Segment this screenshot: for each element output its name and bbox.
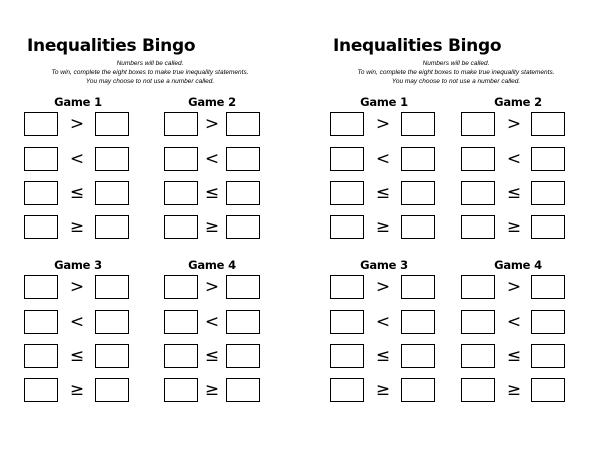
answer-box[interactable] bbox=[226, 310, 260, 334]
answer-box[interactable] bbox=[95, 147, 129, 171]
inequality-symbol: ≥ bbox=[375, 380, 391, 400]
answer-box[interactable] bbox=[531, 378, 565, 402]
game-4-label: Game 4 bbox=[494, 258, 542, 272]
answer-box[interactable] bbox=[226, 112, 260, 136]
inequality-symbol: < bbox=[69, 149, 85, 169]
answer-box[interactable] bbox=[330, 310, 364, 334]
answer-box[interactable] bbox=[95, 344, 129, 368]
inequality-symbol: > bbox=[69, 114, 85, 134]
answer-box[interactable] bbox=[226, 147, 260, 171]
inequality-symbol: ≤ bbox=[506, 346, 522, 366]
answer-box[interactable] bbox=[330, 181, 364, 205]
answer-box[interactable] bbox=[461, 147, 495, 171]
answer-box[interactable] bbox=[164, 378, 198, 402]
inequality-symbol: ≤ bbox=[506, 183, 522, 203]
answer-box[interactable] bbox=[461, 275, 495, 299]
inequality-symbol: > bbox=[506, 114, 522, 134]
inequality-symbol: ≥ bbox=[69, 217, 85, 237]
answer-box[interactable] bbox=[461, 215, 495, 239]
answer-box[interactable] bbox=[24, 147, 58, 171]
inequality-symbol: > bbox=[375, 114, 391, 134]
answer-box[interactable] bbox=[401, 378, 435, 402]
inequality-symbol: > bbox=[506, 277, 522, 297]
answer-box[interactable] bbox=[226, 344, 260, 368]
game-2-label: Game 2 bbox=[188, 95, 236, 109]
bingo-sheet-left bbox=[0, 0, 290, 450]
answer-box[interactable] bbox=[401, 275, 435, 299]
answer-box[interactable] bbox=[164, 181, 198, 205]
answer-box[interactable] bbox=[330, 378, 364, 402]
answer-box[interactable] bbox=[531, 275, 565, 299]
inequality-symbol: ≥ bbox=[375, 217, 391, 237]
answer-box[interactable] bbox=[531, 112, 565, 136]
answer-box[interactable] bbox=[226, 181, 260, 205]
inequality-symbol: < bbox=[506, 312, 522, 332]
answer-box[interactable] bbox=[330, 147, 364, 171]
answer-box[interactable] bbox=[164, 310, 198, 334]
instructions bbox=[326, 59, 586, 86]
answer-box[interactable] bbox=[401, 310, 435, 334]
inequality-symbol: ≤ bbox=[375, 346, 391, 366]
inequality-symbol: < bbox=[204, 149, 220, 169]
game-3-label: Game 3 bbox=[54, 258, 102, 272]
game-4-label: Game 4 bbox=[188, 258, 236, 272]
answer-box[interactable] bbox=[164, 344, 198, 368]
answer-box[interactable] bbox=[531, 310, 565, 334]
instructions bbox=[20, 59, 280, 86]
answer-box[interactable] bbox=[401, 112, 435, 136]
answer-box[interactable] bbox=[330, 344, 364, 368]
answer-box[interactable] bbox=[24, 344, 58, 368]
answer-box[interactable] bbox=[24, 215, 58, 239]
answer-box[interactable] bbox=[226, 215, 260, 239]
inequality-symbol: ≤ bbox=[375, 183, 391, 203]
answer-box[interactable] bbox=[401, 147, 435, 171]
answer-box[interactable] bbox=[95, 378, 129, 402]
answer-box[interactable] bbox=[330, 215, 364, 239]
answer-box[interactable] bbox=[330, 275, 364, 299]
answer-box[interactable] bbox=[531, 181, 565, 205]
inequality-symbol: ≥ bbox=[204, 217, 220, 237]
inequality-symbol: > bbox=[375, 277, 391, 297]
game-2-label: Game 2 bbox=[494, 95, 542, 109]
answer-box[interactable] bbox=[24, 275, 58, 299]
sheet-title: Inequalities Bingo bbox=[27, 36, 196, 56]
answer-box[interactable] bbox=[226, 275, 260, 299]
answer-box[interactable] bbox=[401, 181, 435, 205]
answer-box[interactable] bbox=[401, 215, 435, 239]
answer-box[interactable] bbox=[461, 344, 495, 368]
answer-box[interactable] bbox=[461, 310, 495, 334]
inequality-symbol: < bbox=[375, 312, 391, 332]
inequality-symbol: < bbox=[506, 149, 522, 169]
answer-box[interactable] bbox=[24, 181, 58, 205]
answer-box[interactable] bbox=[531, 215, 565, 239]
inequality-symbol: ≥ bbox=[506, 380, 522, 400]
sheet-title: Inequalities Bingo bbox=[333, 36, 502, 56]
answer-box[interactable] bbox=[95, 275, 129, 299]
bingo-sheet-right bbox=[306, 0, 596, 450]
answer-box[interactable] bbox=[95, 181, 129, 205]
inequality-symbol: ≤ bbox=[204, 183, 220, 203]
answer-box[interactable] bbox=[401, 344, 435, 368]
inequality-symbol: > bbox=[204, 114, 220, 134]
instruction-line: Numbers will be called. bbox=[116, 60, 184, 67]
answer-box[interactable] bbox=[95, 215, 129, 239]
instruction-line: To win, complete the eight boxes to make true inequality statements. bbox=[51, 69, 249, 76]
answer-box[interactable] bbox=[531, 344, 565, 368]
answer-box[interactable] bbox=[461, 181, 495, 205]
inequality-symbol: ≤ bbox=[204, 346, 220, 366]
game-3-label: Game 3 bbox=[360, 258, 408, 272]
answer-box[interactable] bbox=[226, 378, 260, 402]
inequality-symbol: < bbox=[69, 312, 85, 332]
inequality-symbol: > bbox=[204, 277, 220, 297]
answer-box[interactable] bbox=[24, 378, 58, 402]
inequality-symbol: < bbox=[204, 312, 220, 332]
answer-box[interactable] bbox=[95, 310, 129, 334]
answer-box[interactable] bbox=[95, 112, 129, 136]
answer-box[interactable] bbox=[461, 112, 495, 136]
answer-box[interactable] bbox=[330, 112, 364, 136]
inequality-symbol: > bbox=[69, 277, 85, 297]
answer-box[interactable] bbox=[164, 215, 198, 239]
instruction-line: You may choose to not use a number called. bbox=[391, 78, 521, 85]
answer-box[interactable] bbox=[461, 378, 495, 402]
inequality-symbol: ≥ bbox=[204, 380, 220, 400]
inequality-symbol: < bbox=[375, 149, 391, 169]
inequality-symbol: ≥ bbox=[506, 217, 522, 237]
inequality-symbol: ≤ bbox=[69, 183, 85, 203]
answer-box[interactable] bbox=[164, 275, 198, 299]
answer-box[interactable] bbox=[164, 112, 198, 136]
answer-box[interactable] bbox=[164, 147, 198, 171]
game-1-label: Game 1 bbox=[54, 95, 102, 109]
inequality-symbol: ≤ bbox=[69, 346, 85, 366]
game-1-label: Game 1 bbox=[360, 95, 408, 109]
inequality-symbol: ≥ bbox=[69, 380, 85, 400]
instruction-line: You may choose to not use a number called. bbox=[85, 78, 215, 85]
instruction-line: Numbers will be called. bbox=[422, 60, 490, 67]
answer-box[interactable] bbox=[531, 147, 565, 171]
instruction-line: To win, complete the eight boxes to make true inequality statements. bbox=[357, 69, 555, 76]
answer-box[interactable] bbox=[24, 112, 58, 136]
answer-box[interactable] bbox=[24, 310, 58, 334]
